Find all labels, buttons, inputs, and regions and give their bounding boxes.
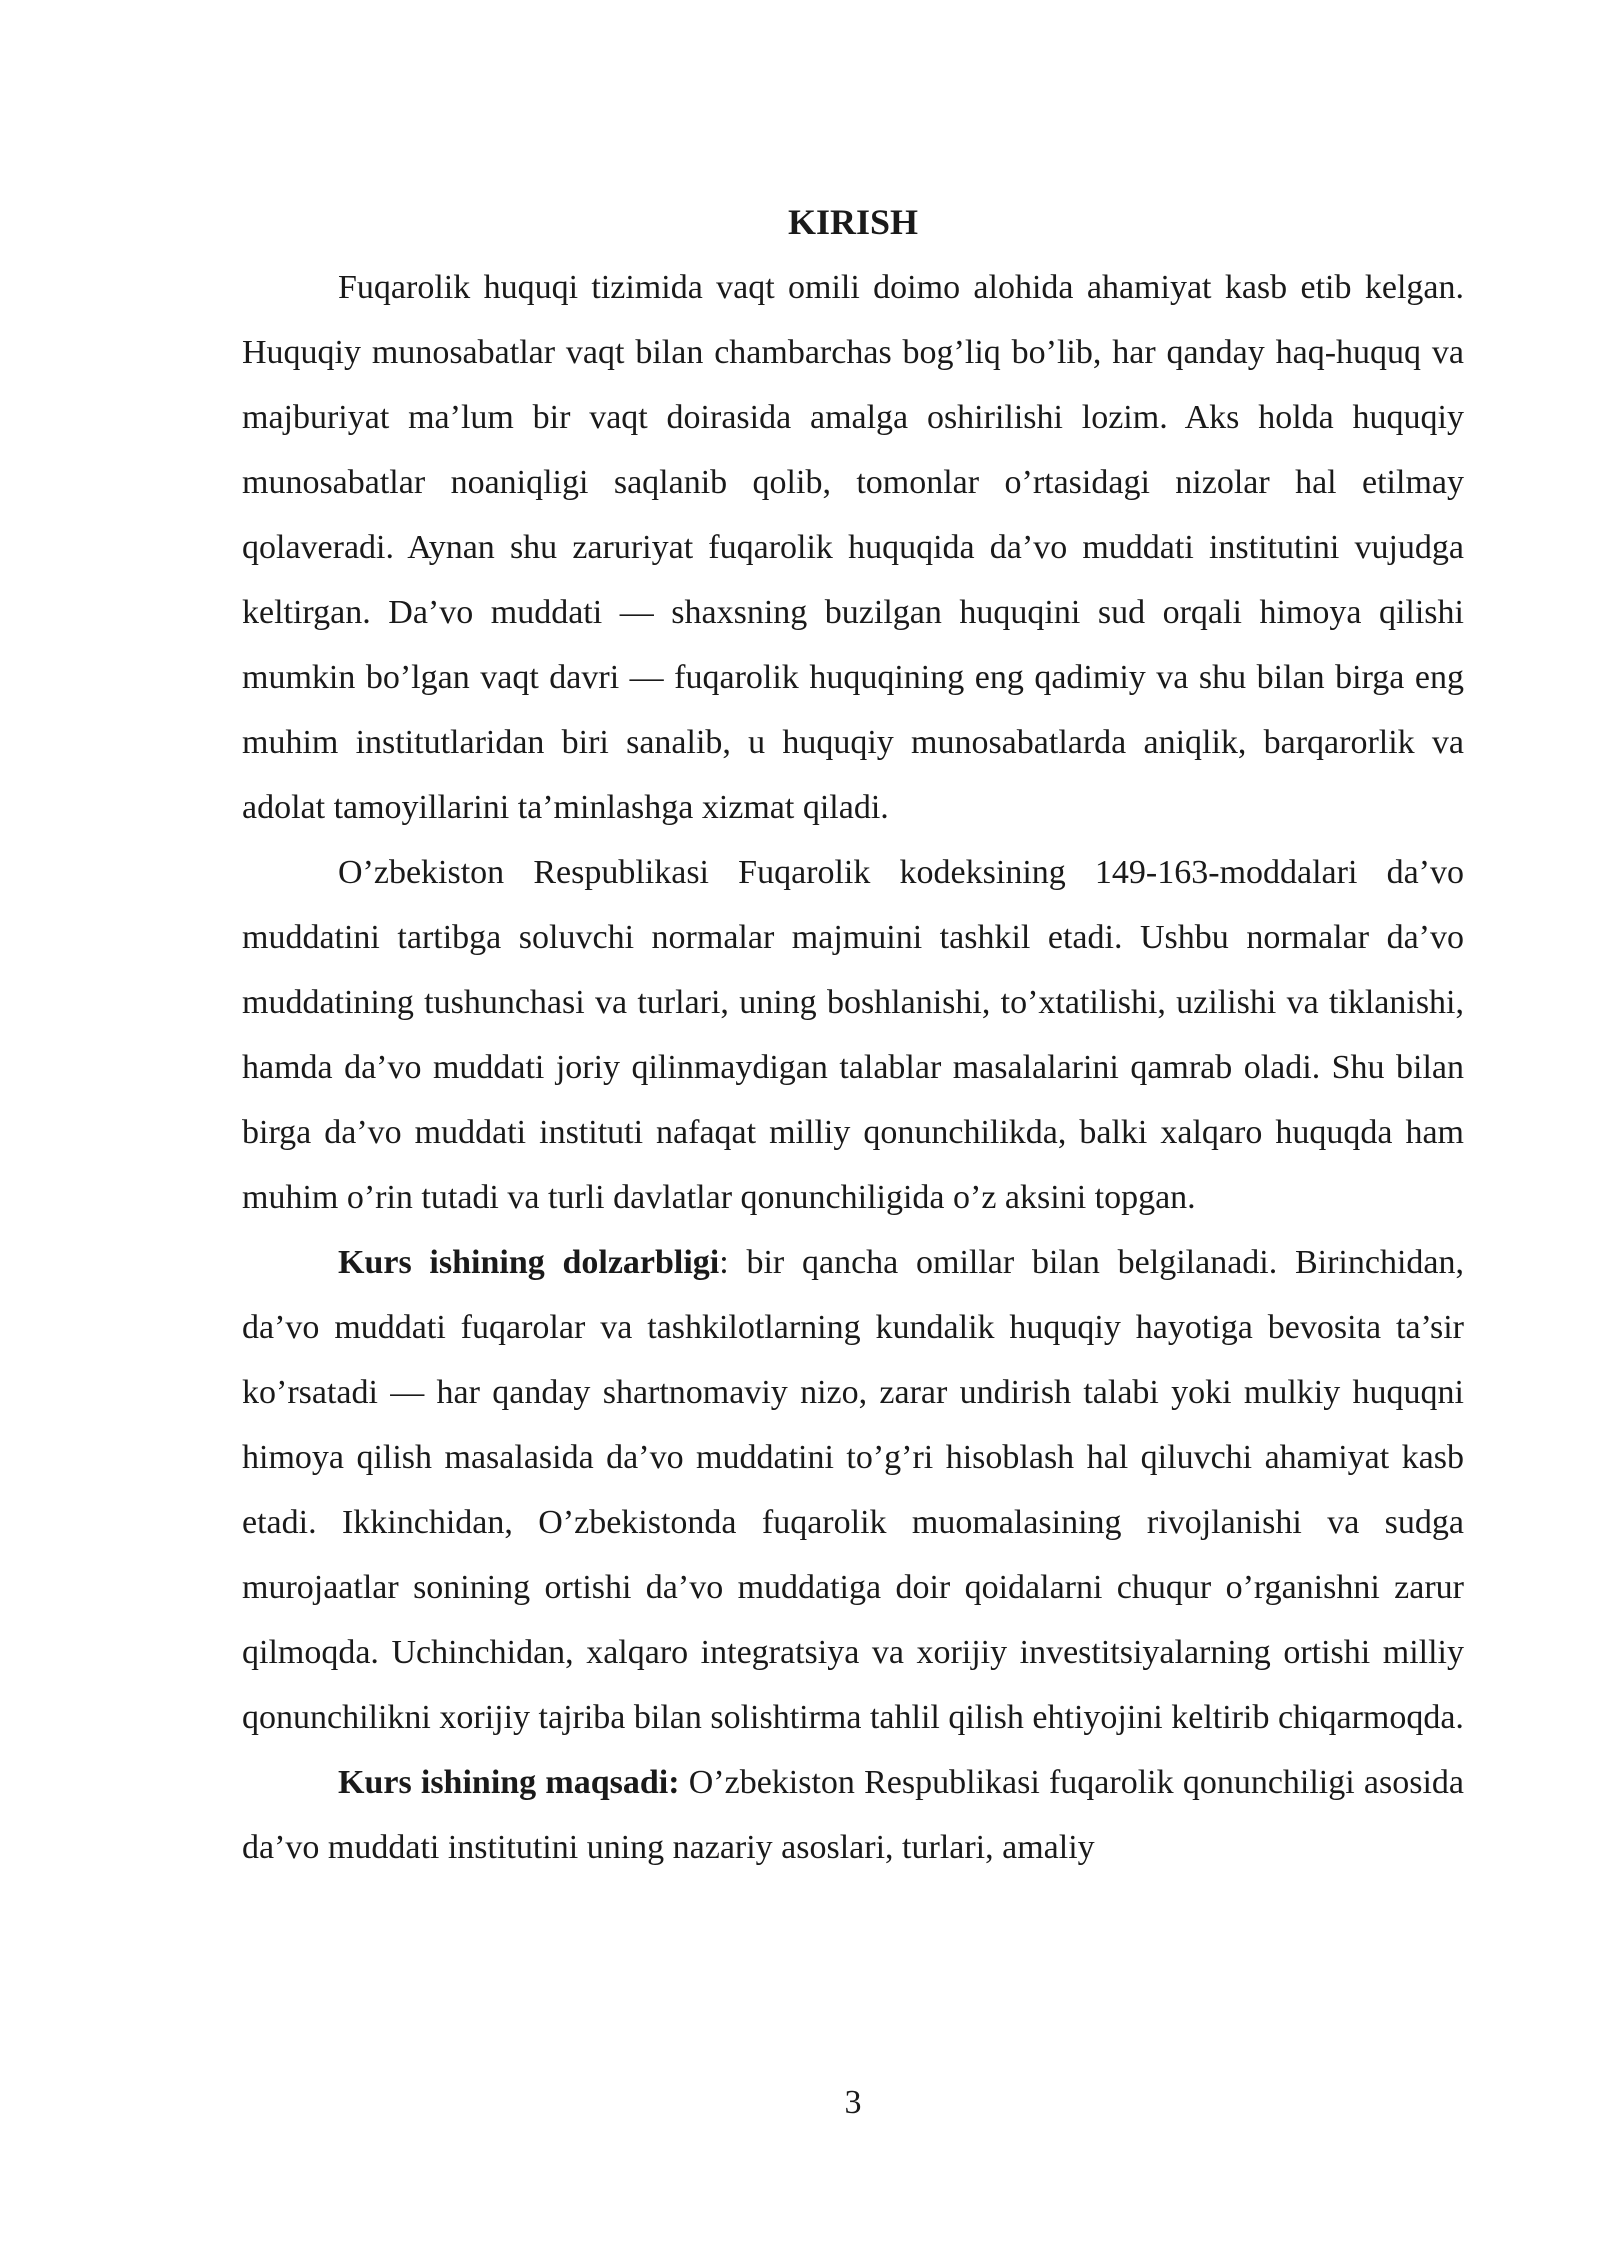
paragraph-intro: [242, 255, 1464, 840]
section-title: KIRISH: [787, 202, 919, 242]
document-page: [242, 190, 1464, 1880]
page-number: 3: [844, 2084, 862, 2121]
paragraph-goal: [242, 1750, 1464, 1880]
paragraph-lead: Kurs ishining maqsadi:: [338, 1764, 680, 1801]
paragraph-text: Fuqarolik huquqi tizimida vaqt omili doimo alohida ahamiyat kasb etib kelgan. Huquqiy munosabatlar vaqt bilan chambarchas bog’liq bo’lib, har qanday haq-huquq va majburiyat ma’lum bir vaqt doirasida amalga oshirilishi lozim. Aks holda huquqiy munosabatlar noaniqligi saqlanib qolib, tomonlar o’rtasidagi nizolar hal etilmay qolaveradi. Aynan shu zaruriyat fuqarolik huquqida da’vo muddati institutini vujudga keltirgan. Da’vo muddati — shaxsning buzilgan huquqini sud orqali himoya qilishi mumkin bo’lgan vaqt davri — fuqarolik huquqining eng qadimiy va shu bilan birga eng muhim institutlaridan biri sanalib, u huquqiy munosabatlarda aniqlik, barqarorlik va adolat tamoyillarini ta’minlashga xizmat qiladi.: [242, 269, 1464, 826]
paragraph-relevance: [242, 1230, 1464, 1750]
paragraph-text: : bir qancha omillar bilan belgilanadi. Birinchidan, da’vo muddati fuqarolar va tashkilotlarning kundalik huquqiy hayotiga bevosita ta’sir ko’rsatadi — har qanday shartnomaviy nizo, zarar undirish talabi yoki mulkiy huquqni himoya qilish masalasida da’vo muddatini to’g’ri hisoblash hal qiluvchi ahamiyat kasb etadi. Ikkinchidan, O’zbekistonda fuqarolik muomalasining rivojlanishi va sudga murojaatlar sonining ortishi da’vo muddatiga doir qoidalarni chuqur o’rganishni zarur qilmoqda. Uchinchidan, xalqaro integratsiya va xorijiy investitsiyalarning ortishi milliy qonunchilikni xorijiy tajriba bilan solishtirma tahlil qilish ehtiyojini keltirib chiqarmoqda.: [242, 1244, 1465, 1736]
paragraph-text: O’zbekiston Respublikasi Fuqarolik kodeksining 149-163-moddalari da’vo muddatini tartibga soluvchi normalar majmuini tashkil etadi. Ushbu normalar da’vo muddatining tushunchasi va turlari, uning boshlanishi, to’xtatilishi, uzilishi va tiklanishi, hamda da’vo muddati joriy qilinmaydigan talablar masalalarini qamrab oladi. Shu bilan birga da’vo muddati instituti nafaqat milliy qonunchilikda, balki xalqaro huquqda ham muhim o’rin tutadi va turli davlatlar qonunchiligida o’z aksini topgan.: [242, 854, 1464, 1216]
paragraph-lead: Kurs ishining dolzarbligi: [338, 1244, 720, 1281]
paragraph-text: O’zbekiston Respublikasi fuqarolik qonunchiligi asosida da’vo muddati institutini uning nazariy asoslari, turlari, amaliy: [242, 1764, 1464, 1866]
paragraph-code-articles: [242, 840, 1464, 1230]
